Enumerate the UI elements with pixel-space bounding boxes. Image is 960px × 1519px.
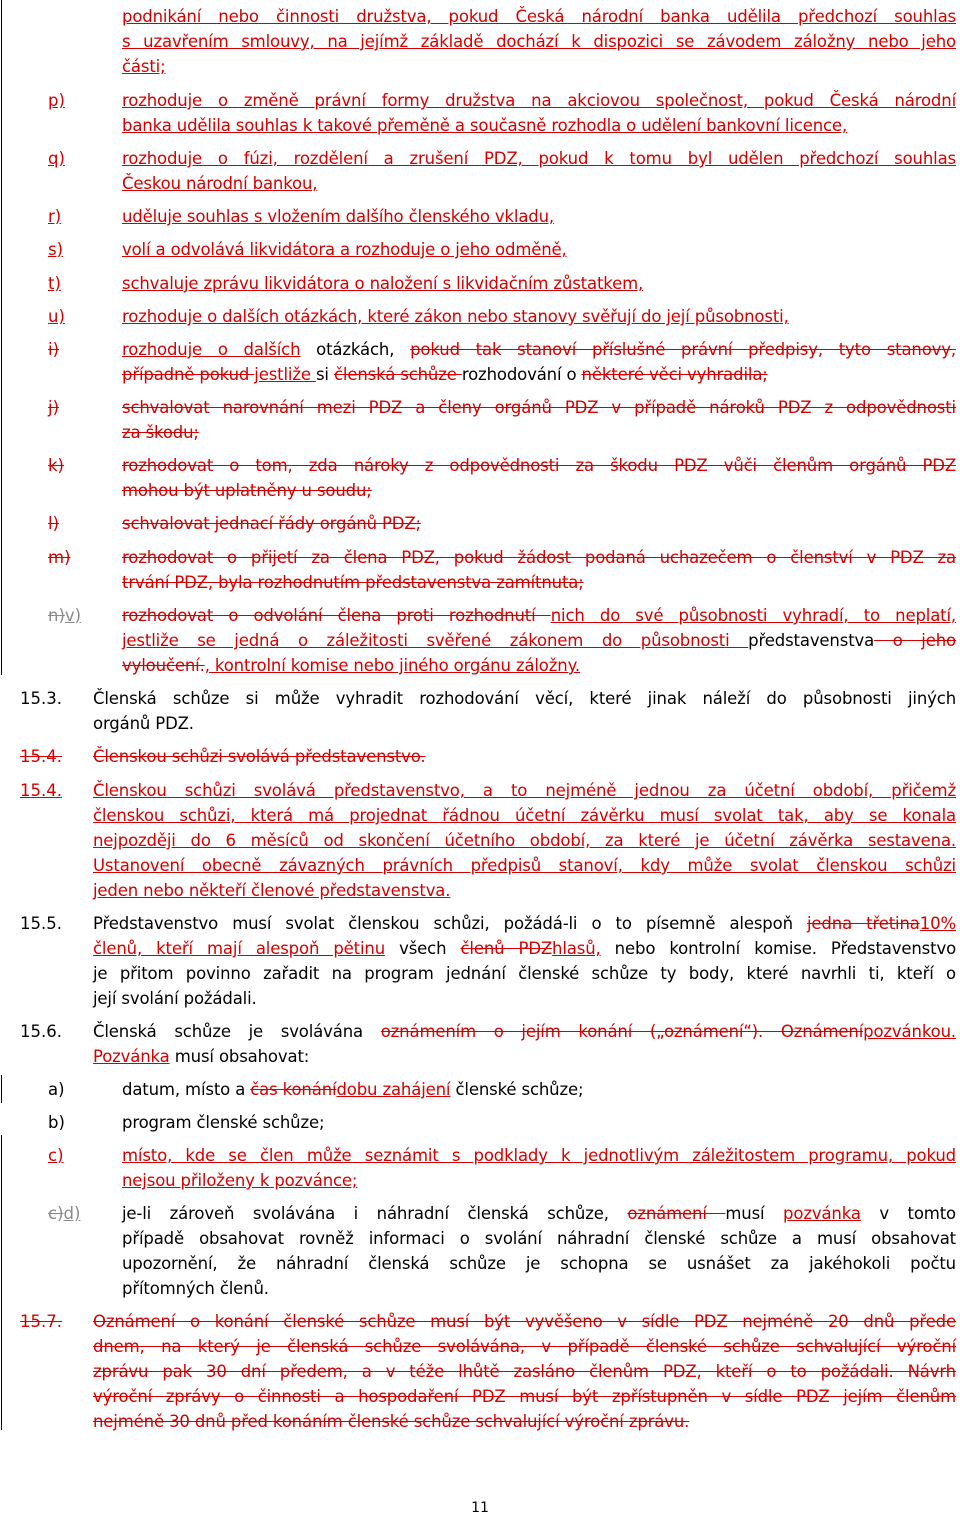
section-number: 15.4. — [20, 781, 62, 800]
text-line: Ustanovení obecně závazných právních předpisů stanoví, kdy může svolat členskou schůzi — [93, 856, 956, 875]
deleted-text: čas konání — [250, 1080, 337, 1099]
text-line: nejpozději do 6 měsíců od skončení účetního období, za které je účetní závěrka sestavena. — [93, 831, 956, 850]
text-span: členské schůze; — [450, 1080, 584, 1099]
section-number: 15.7. — [20, 1312, 62, 1331]
change-bar — [1, 1300, 2, 1430]
text-line: místo, kde se člen může seznámit s podklady k jednotlivým záležitostem programu, pokud — [122, 1146, 956, 1165]
inserted-text: 10% — [919, 914, 956, 933]
text-line: uděluje souhlas s vložením dalšího členského vkladu, — [122, 207, 555, 226]
text-line: Oznámení o konání členské schůze musí být vyvěšeno v sídle PDZ nejméně 20 dnů přede — [93, 1312, 956, 1331]
text-line — [122, 1202, 956, 1226]
text-line — [122, 629, 956, 653]
deleted-label: n) — [48, 606, 65, 625]
text-span: si — [315, 365, 334, 384]
inserted-label: v) — [64, 606, 82, 625]
text-line: jeden nebo někteří členové představenstva. — [93, 881, 451, 900]
text-line: Členská schůze si může vyhradit rozhodování věcí, které jinak náleží do působnosti jiných — [93, 689, 956, 708]
text-span: rozhodování o — [461, 365, 582, 384]
inserted-label: d) — [63, 1204, 81, 1223]
text-line — [93, 1020, 956, 1044]
item-label: u) — [48, 307, 65, 326]
item-label: k) — [48, 456, 64, 475]
text-line: Členskou schůzi svolává představenstvo. — [93, 747, 426, 766]
deleted-text: případně pokud — [122, 365, 255, 384]
item-label — [48, 604, 81, 628]
item-label: c) — [48, 1146, 64, 1165]
text-line — [93, 937, 956, 961]
text-line: nejsou přiloženy k pozvánce; — [122, 1171, 358, 1190]
text-line: s uzavřením smlouvy, na jejímž základě dochází k dispozici se závodem záložny nebo jeho — [122, 32, 956, 51]
inserted-text: pozvánkou. — [863, 1022, 956, 1041]
text-line: podnikání nebo činnosti družstva, pokud Česká národní banka udělila předchozí souhlas — [122, 7, 956, 26]
text-line: schvalovat jednací řády orgánů PDZ; — [122, 514, 421, 533]
text-span: je-li zároveň svolávána i náhradní členská schůze, — [122, 1204, 628, 1223]
deleted-text: jedna třetina — [807, 914, 920, 933]
text-line: trvání PDZ, byla rozhodnutím představenstva zamítnuta; — [122, 573, 584, 592]
inserted-text: nich do své působnosti vyhradí, to neplatí, — [550, 606, 957, 625]
text-span: představenstva — [748, 631, 875, 650]
text-line — [93, 912, 956, 936]
item-label: l) — [48, 514, 60, 533]
deleted-label: c) — [48, 1204, 64, 1223]
text-span: všech — [385, 939, 461, 958]
item-label: m) — [48, 548, 71, 567]
text-span: v tomto — [860, 1204, 956, 1223]
text-span: Představenstvo musí svolat členskou schůzi, požádá-li o to písemně alespoň — [93, 914, 807, 933]
section-number: 15.6. — [20, 1022, 62, 1041]
deleted-text: členů PDZ — [460, 939, 553, 958]
text-span: musí obsahovat: — [169, 1047, 310, 1066]
change-bar — [1, 1135, 2, 1300]
text-line: Členskou schůzi svolává představenstvo, a to nejméně jednou za účetní období, přičemž — [93, 781, 956, 800]
item-label: s) — [48, 240, 64, 259]
text-span: musí — [725, 1204, 784, 1223]
inserted-text: pozvánka — [783, 1204, 861, 1223]
text-span: nebo kontrolní komise. Představenstvo — [600, 939, 957, 958]
text-line: rozhodovat o tom, zda nároky z odpovědnosti za škodu PDZ vůči členům orgánů PDZ — [122, 456, 956, 475]
text-line: části; — [122, 57, 166, 76]
text-line: přítomných členů. — [122, 1279, 269, 1298]
text-line: program členské schůze; — [122, 1113, 325, 1132]
item-label: j) — [48, 398, 60, 417]
text-line: upozornění, že náhradní členská schůze je schopna se usnášet za jakéhokoli počtu — [122, 1254, 956, 1273]
inserted-text: členů, kteří mají alespoň pětinu — [93, 939, 386, 958]
text-line: volí a odvolává likvidátora a rozhoduje o jeho odměně, — [122, 240, 567, 259]
text-line: rozhoduje o fúzi, rozdělení a zrušení PDZ, pokud k tomu byl udělen předchozí souhlas — [122, 149, 956, 168]
text-line: výroční zprávy o činnosti a hospodaření PDZ musí být zpřístupněn v sídle PDZ jejím členům — [93, 1387, 956, 1406]
text-line — [122, 654, 580, 678]
item-label: q) — [48, 149, 65, 168]
text-line: Českou národní bankou, — [122, 174, 318, 193]
deleted-text: rozhodovat o odvolání člena proti rozhodnutí — [122, 606, 551, 625]
deleted-text: členská schůze — [333, 365, 462, 384]
text-span: Členská schůze je svolávána — [93, 1022, 381, 1041]
inserted-text: jestliže — [254, 365, 316, 384]
inserted-text: rozhoduje o dalších — [122, 340, 301, 359]
page-number: 11 — [471, 1500, 489, 1516]
change-bar — [1, 0, 2, 675]
text-line: banka udělila souhlas k takové přeměně a současně rozhodla o udělení bankovní licence, — [122, 116, 848, 135]
text-line: zprávu pak 30 dní předem, a v téže lhůtě zasláno členům PDZ, kteří o to požádali. Návrh — [93, 1362, 956, 1381]
text-line: orgánů PDZ. — [93, 714, 194, 733]
section-number: 15.4. — [20, 747, 62, 766]
item-label: b) — [48, 1113, 65, 1132]
text-line: její svolání požádali. — [93, 989, 257, 1008]
change-bar — [1, 1075, 2, 1103]
deleted-text: o jeho — [874, 631, 956, 650]
deleted-text: některé věci vyhradila; — [581, 365, 768, 384]
text-line: rozhodovat o přijetí za člena PDZ, pokud žádost podaná uchazečem o členství v PDZ za — [122, 548, 956, 567]
text-line: za škodu; — [122, 423, 199, 442]
text-line: nejméně 30 dnů před konáním členské schůze schvalující výroční zprávu. — [93, 1412, 690, 1431]
inserted-text: Pozvánka — [93, 1047, 170, 1066]
deleted-text: pokud tak stanoví příslušné právní předpisy, tyto stanovy, — [410, 340, 957, 359]
deleted-text: oznámením o jejím konání („oznámení“). Oznámení — [380, 1022, 864, 1041]
inserted-text: , kontrolní komise nebo jiného orgánu záložny. — [204, 656, 580, 675]
text-span: datum, místo a — [122, 1080, 251, 1099]
text-line — [122, 363, 768, 387]
section-number: 15.5. — [20, 914, 62, 933]
text-line: schvaluje zprávu likvidátora o naložení s likvidačním zůstatkem, — [122, 274, 644, 293]
text-line — [93, 1045, 309, 1069]
deleted-text: vyloučení. — [122, 656, 205, 675]
text-line: rozhoduje o změně právní formy družstva na akciovou společnost, pokud Česká národní — [122, 91, 956, 110]
section-number: 15.3. — [20, 689, 62, 708]
text-span: otázkách, — [300, 340, 411, 359]
item-label — [48, 1202, 80, 1226]
text-line — [122, 604, 956, 628]
text-line — [122, 338, 956, 362]
text-line: případě obsahovat rovněž informaci o svolání náhradní členské schůze a musí obsahovat — [122, 1229, 956, 1248]
text-line: mohou být uplatněny u soudu; — [122, 481, 372, 500]
text-line: dnem, na který je členská schůze svolávána, v případě členské schůze schvalující výroční — [93, 1337, 956, 1356]
text-line — [122, 1078, 583, 1102]
deleted-text: oznámení — [627, 1204, 726, 1223]
item-label: a) — [48, 1080, 65, 1099]
item-label: r) — [48, 207, 62, 226]
item-label: i) — [48, 340, 60, 359]
text-line: rozhoduje o dalších otázkách, které zákon nebo stanovy svěřují do její působnosti, — [122, 307, 789, 326]
text-line: je přitom povinno zařadit na program jednání členské schůze ty body, které navrhli ti, kteří o — [93, 964, 956, 983]
inserted-text: hlasů, — [552, 939, 601, 958]
item-label: t) — [48, 274, 61, 293]
text-line: schvalovat narovnání mezi PDZ a členy orgánů PDZ v případě nároků PDZ z odpovědnosti — [122, 398, 956, 417]
inserted-text: dobu zahájení — [336, 1080, 451, 1099]
inserted-text: jestliže se jedná o záležitosti svěřené zákonem do působnosti — [122, 631, 749, 650]
text-line: členskou schůzi, která má projednat řádnou účetní závěrku musí svolat tak, aby se konala — [93, 806, 956, 825]
item-label: p) — [48, 91, 65, 110]
